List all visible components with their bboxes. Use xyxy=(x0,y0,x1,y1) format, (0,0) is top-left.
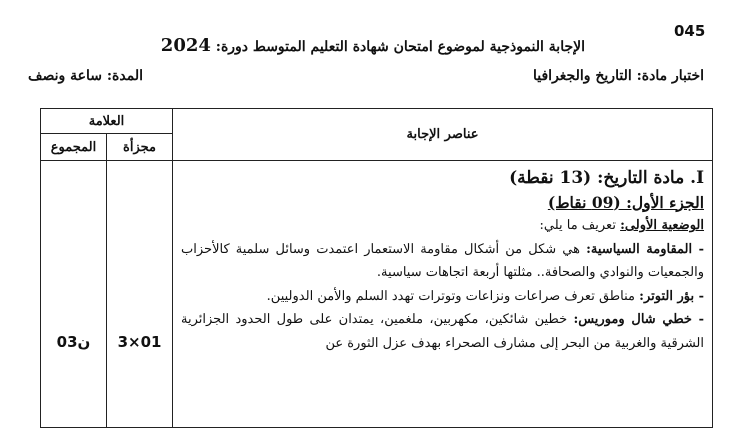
answer-item-term: - المقاومة السياسية: xyxy=(586,241,705,257)
answer-item-text: مناطق تعرف صراعات ونزاعات وتوترات تهدد السلم والأمن الدوليين. xyxy=(266,288,640,304)
answer-item xyxy=(181,238,704,285)
subject-label: اختبار مادة: التاريخ والجغرافيا xyxy=(533,68,704,84)
partial-header: مجزأة xyxy=(107,134,173,161)
total-header: المجموع xyxy=(41,134,107,161)
answer-item-text: خطين شائكين، مكهربين، ملغمين، يمتدان على طول الحدود الجزائرية الشرقية والغربية من البحر إلى مشارف الصحراء بهدف عزل الثورة عن xyxy=(181,312,705,351)
mark-header: العلامة xyxy=(41,109,173,134)
elements-header: عناصر الإجابة xyxy=(173,109,713,161)
situation-text: تعريف ما يلي: xyxy=(539,218,621,233)
section-title: I. مادة التاريخ: (13 نقطة) xyxy=(509,168,705,188)
answer-table xyxy=(40,108,713,428)
answer-content xyxy=(173,161,713,428)
duration-label: المدة: ساعة ونصف xyxy=(28,68,143,84)
title-text: الإجابة النموذجية لموضوع امتحان شهادة التعليم المتوسط دورة: xyxy=(215,39,585,55)
exam-year: 2024 xyxy=(160,35,211,56)
answer-item-term: - بؤر التوتر: xyxy=(639,288,705,304)
situation-line xyxy=(181,214,704,238)
partial-mark: 3×01 xyxy=(107,161,173,428)
document-number: 045 xyxy=(674,22,706,40)
situation-label: الوضعية الأولى: xyxy=(620,218,705,233)
part-title: الجزء الأول: (09 نقاط) xyxy=(547,192,705,212)
answer-item-term: - خطي شال وموريس: xyxy=(573,312,705,327)
document-title xyxy=(160,35,585,56)
answer-item-text: هي شكل من أشكال مقاومة الاستعمار اعتمدت وسائل سلمية كالأحزاب والجمعيات والنوادي والصحافة.. مثلتها أربعة اتجاهات سياسية. xyxy=(181,241,705,280)
total-mark: 03ن xyxy=(41,161,107,428)
answer-item xyxy=(181,285,704,309)
answer-item xyxy=(181,308,704,355)
